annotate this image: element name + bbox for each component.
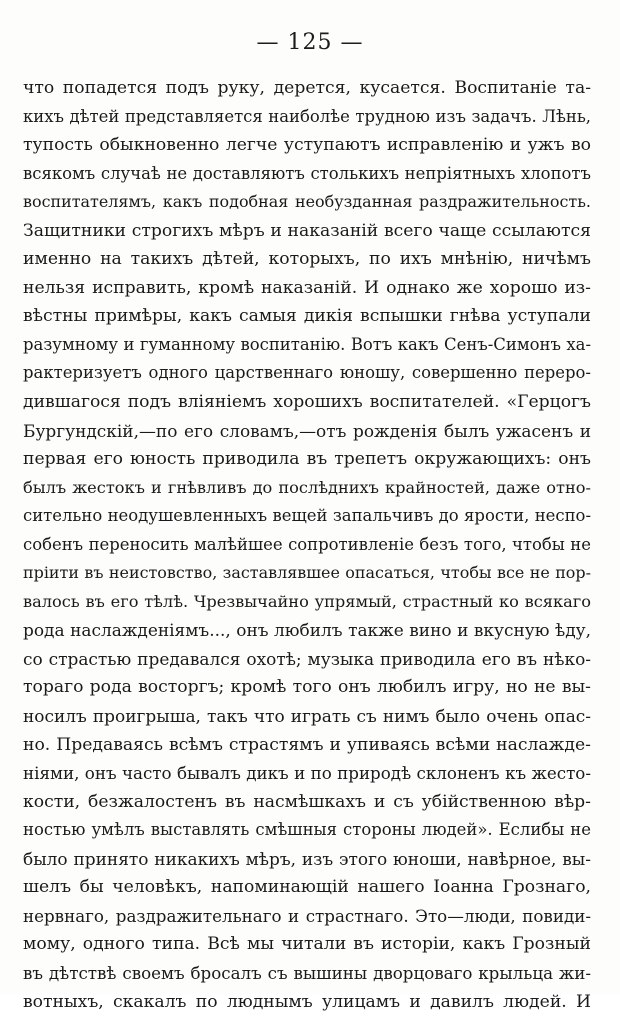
- text-line: воспитателямъ, какъ подобная необузданная раздражительность.: [23, 188, 591, 217]
- text-line: нельзя исправить, кромѣ наказаній. И однако же хорошо из-: [23, 274, 591, 303]
- text-line: Защитники строгихъ мѣръ и наказаній всего чаще ссылаются: [23, 217, 591, 246]
- text-line: первая его юность приводила въ трепетъ окружающихъ: онъ: [23, 445, 591, 474]
- text-line: но. Предаваясь всѣмъ страстямъ и упиваясь всѣми наслажде-: [23, 731, 591, 760]
- text-line: носилъ проигрыша, такъ что играть съ нимъ было очень опас-: [23, 702, 591, 731]
- text-line: разумному и гуманному воспитанію. Вотъ какъ Сенъ-Симонъ ха-: [23, 331, 591, 360]
- text-line: пріити въ неистовство, заставлявшее опасаться, чтобы все не пор-: [23, 559, 591, 588]
- text-line: собенъ переносить малѣйшее сопротивленіе безъ того, чтобы не: [23, 531, 591, 560]
- text-line: дившагося подъ вліяніемъ хорошихъ воспитателей. «Герцогъ: [23, 388, 591, 417]
- text-line: нервнаго, раздражительнаго и страстнаго. Это—люди, повиди-: [23, 902, 591, 931]
- text-line: рактеризуетъ одного царственнаго юношу, совершенно переро-: [23, 359, 591, 388]
- text-line: кихъ дѣтей представляется наиболѣе трудною изъ задачъ. Лѣнь,: [23, 103, 591, 132]
- body-text: [23, 74, 591, 1016]
- text-line: что попадется подъ руку, дерется, кусается. Воспитаніе та-: [23, 74, 591, 103]
- text-line: вѣстны примѣры, какъ самыя дикія вспышки гнѣва уступали: [23, 302, 591, 331]
- text-line: вотныхъ, скакалъ по люднымъ улицамъ и давилъ людей. И: [23, 988, 591, 1016]
- text-line: въ дѣтствѣ своемъ бросалъ съ вышины дворцоваго крыльца жи-: [23, 959, 591, 988]
- text-line: сительно неодушевленныхъ вещей запальчивъ до ярости, неспо-: [23, 502, 591, 531]
- text-line: былъ жестокъ и гнѣвливъ до послѣднихъ крайностей, даже отно-: [23, 474, 591, 503]
- text-line: кости, безжалостенъ въ насмѣшкахъ и съ убійственною вѣр-: [23, 788, 591, 817]
- text-line: шелъ бы человѣкъ, напоминающій нашего Іоанна Грознаго,: [23, 873, 591, 902]
- text-line: ностью умѣлъ выставлять смѣшныя стороны людей». Еслибы не: [23, 816, 591, 845]
- text-line: Бургундскій,—по его словамъ,—отъ рожденія былъ ужасенъ и: [23, 417, 591, 446]
- text-line: именно на такихъ дѣтей, которыхъ, по ихъ мнѣнію, ничѣмъ: [23, 245, 591, 274]
- text-line: со страстью предавался охотѣ; музыка приводила его въ нѣко-: [23, 645, 591, 674]
- text-line: рода наслажденіямъ..., онъ любилъ также вино и вкусную ѣду,: [23, 616, 591, 645]
- text-line: всякомъ случаѣ не доставляютъ столькихъ непріятныхъ хлопотъ: [23, 160, 591, 189]
- text-line: тораго рода восторгъ; кромѣ того онъ любилъ игру, но не вы-: [23, 673, 591, 702]
- text-line: мому, одного типа. Всѣ мы читали въ исторіи, какъ Грозный: [23, 930, 591, 959]
- page-number: — 125 —: [0, 30, 620, 55]
- text-line: валось въ его тѣлѣ. Чрезвычайно упрямый, страстный ко всякаго: [23, 588, 591, 617]
- text-line: было принято никакихъ мѣръ, изъ этого юноши, навѣрное, вы-: [23, 845, 591, 874]
- text-line: ніями, онъ часто бывалъ дикъ и по природѣ склоненъ къ жесто-: [23, 759, 591, 788]
- text-line: тупость обыкновенно легче уступаютъ исправленію и ужъ во: [23, 131, 591, 160]
